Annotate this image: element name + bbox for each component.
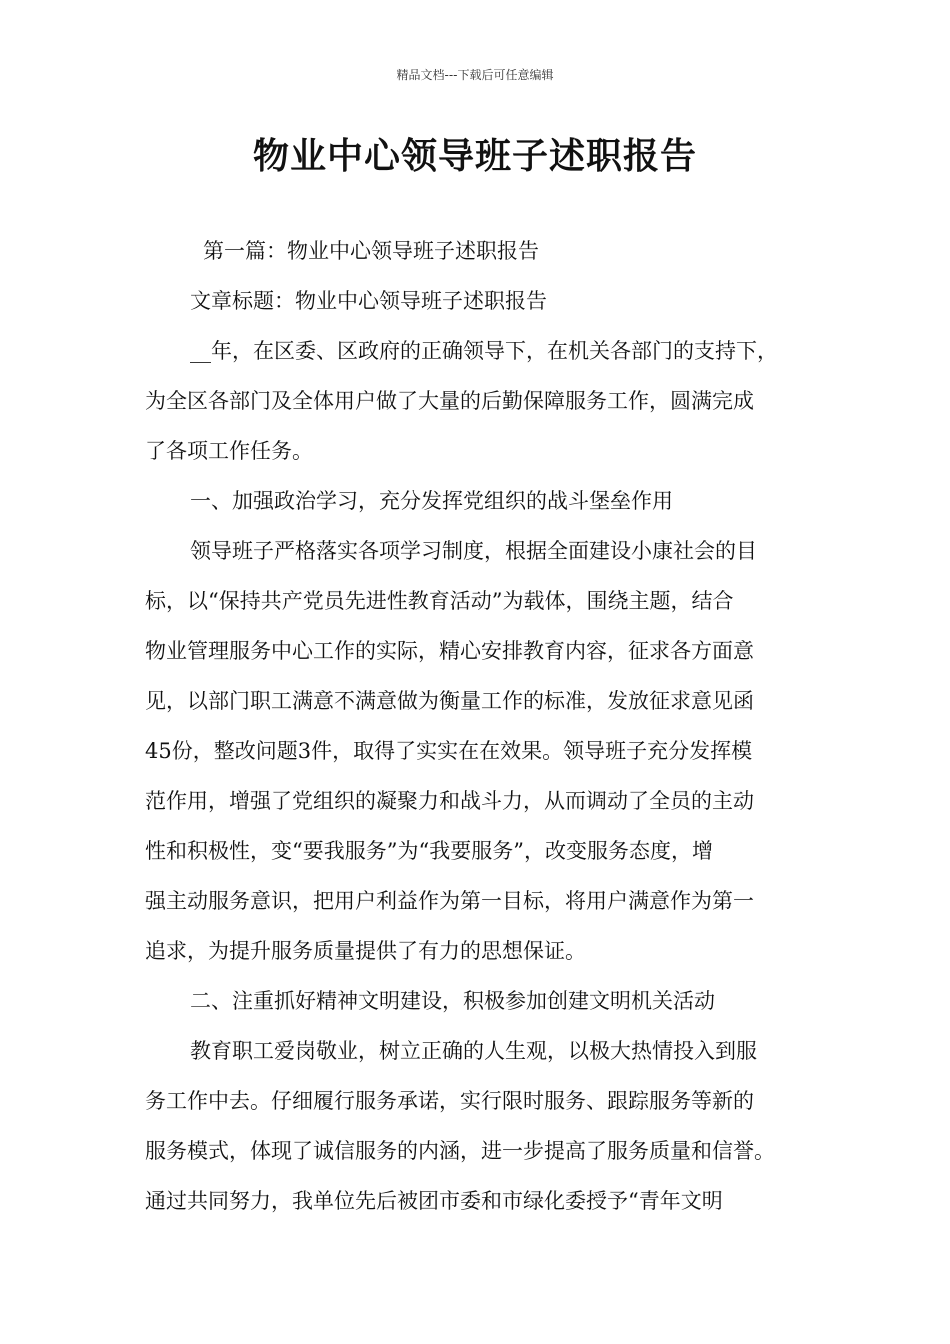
body-line: 标，以“保持共产党员先进性教育活动”为载体，围绕主题，结合 bbox=[145, 589, 734, 613]
body-line: 性和积极性，变“要我服务”为“我要服务”，改变服务态度，增 bbox=[145, 839, 713, 863]
body-line: 服务模式，体现了诚信服务的内涵，进一步提高了服务质量和信誉。 bbox=[145, 1139, 775, 1163]
body-line: 二、注重抓好精神文明建设，积极参加创建文明机关活动 bbox=[190, 989, 715, 1013]
document-title: 物业中心领导班子述职报告 bbox=[252, 135, 697, 177]
body-line: 文章标题：物业中心领导班子述职报告 bbox=[190, 289, 547, 313]
body-line: 为全区各部门及全体用户做了大量的后勤保障服务工作，圆满完成 bbox=[145, 389, 754, 413]
body-line: 追求，为提升服务质量提供了有力的思想保证。 bbox=[145, 939, 586, 963]
body-line: 领导班子严格落实各项学习制度，根据全面建设小康社会的目 bbox=[190, 539, 757, 563]
body-line: 强主动服务意识，把用户利益作为第一目标，将用户满意作为第一 bbox=[145, 889, 754, 913]
body-line: 见，以部门职工满意不满意做为衡量工作的标准，发放征求意见函 bbox=[145, 689, 754, 713]
page-header-note: 精品文档---下载后可任意编辑 bbox=[396, 68, 554, 82]
body-line: __年，在区委、区政府的正确领导下，在机关各部门的支持下， bbox=[190, 339, 778, 363]
body-line: 范作用，增强了党组织的凝聚力和战斗力，从而调动了全员的主动 bbox=[145, 789, 754, 813]
document-body bbox=[145, 226, 825, 1226]
body-line: 第一篇：物业中心领导班子述职报告 bbox=[203, 239, 539, 263]
body-line: 了各项工作任务。 bbox=[145, 439, 313, 463]
body-line: 通过共同努力，我单位先后被团市委和市绿化委授予“青年文明 bbox=[145, 1189, 723, 1213]
body-line: 物业管理服务中心工作的实际，精心安排教育内容，征求各方面意 bbox=[145, 639, 754, 663]
body-line: 一、加强政治学习，充分发挥党组织的战斗堡垒作用 bbox=[190, 489, 673, 513]
body-line: 教育职工爱岗敬业，树立正确的人生观，以极大热情投入到服 bbox=[190, 1039, 757, 1063]
body-line: 务工作中去。仔细履行服务承诺，实行限时服务、跟踪服务等新的 bbox=[145, 1089, 754, 1113]
body-line: 45份，整改问题3件，取得了实实在在效果。领导班子充分发挥模 bbox=[145, 739, 753, 763]
